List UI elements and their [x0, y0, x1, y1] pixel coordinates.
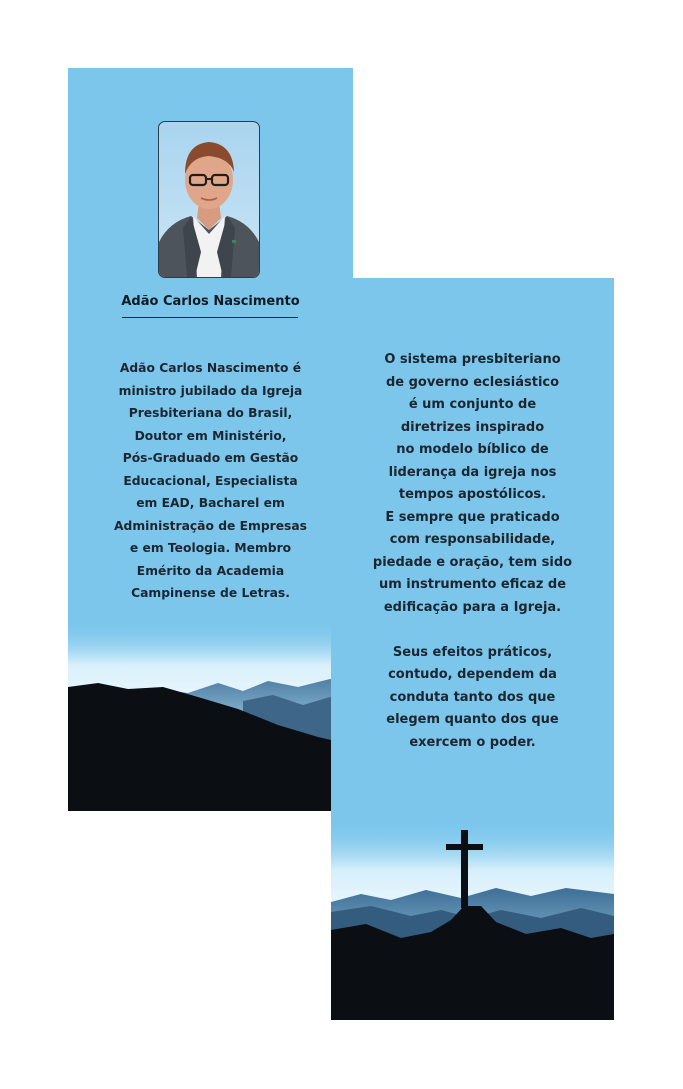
message-paragraph-2 [331, 642, 614, 755]
bio-line: Campinense de Letras. [131, 586, 290, 600]
message-line: exercem o poder. [409, 734, 536, 750]
message-line: é um conjunto de [408, 397, 537, 412]
bio-line: Adão Carlos Nascimento é [119, 361, 302, 375]
message-line: contudo, dependem da [388, 667, 557, 682]
message-paragraph-1 [331, 349, 614, 619]
message-line: conduta tanto dos que [389, 689, 556, 705]
message-line: Seus efeitos práticos, [392, 644, 553, 660]
name-underline-divider [122, 317, 298, 318]
message-line: edificação para a Igreja. [383, 599, 562, 615]
bio-line: Doutor em Ministério, [134, 428, 287, 443]
bookmark-back-panel [331, 278, 614, 1020]
bio-line: Emérito da Academia [136, 563, 285, 578]
message-line: no modelo bíblico de [396, 442, 549, 457]
message-line: O sistema presbiteriano [384, 352, 561, 367]
bio-line: Pós-Graduado em Gestão [122, 451, 299, 465]
message-line: piedade e oração, tem sido [372, 554, 573, 570]
author-portrait-photo [158, 121, 260, 278]
bio-line: e em Teologia. Membro [129, 541, 292, 555]
message-text [331, 349, 614, 754]
bio-line: em EAD, Bacharel em [136, 496, 285, 510]
message-line: de governo eclesiástico [385, 374, 560, 390]
bio-line: Presbiteriana do Brasil, [128, 406, 293, 420]
mountain-landscape [68, 621, 353, 811]
author-name: Adão Carlos Nascimento [121, 294, 300, 309]
message-line: diretrizes inspirado [400, 419, 545, 435]
author-bio [108, 357, 313, 605]
bio-line: Administração de Empresas [114, 518, 307, 533]
bookmark-front-panel [68, 68, 353, 811]
message-line: com responsabilidade, [389, 532, 556, 547]
message-line: liderança da igreja nos [388, 464, 557, 480]
message-line: elegem quanto dos que [386, 712, 559, 727]
message-line: E sempre que praticado [385, 509, 560, 525]
message-line: um instrumento eficaz de [378, 577, 567, 592]
bio-line: Educacional, Especialista [123, 473, 298, 488]
message-line: tempos apostólicos. [398, 487, 547, 502]
mountain-landscape-with-cross [331, 820, 614, 1020]
bio-line: ministro jubilado da Igreja [118, 383, 303, 398]
paragraph-gap [331, 619, 614, 642]
portrait-illustration [159, 122, 259, 277]
